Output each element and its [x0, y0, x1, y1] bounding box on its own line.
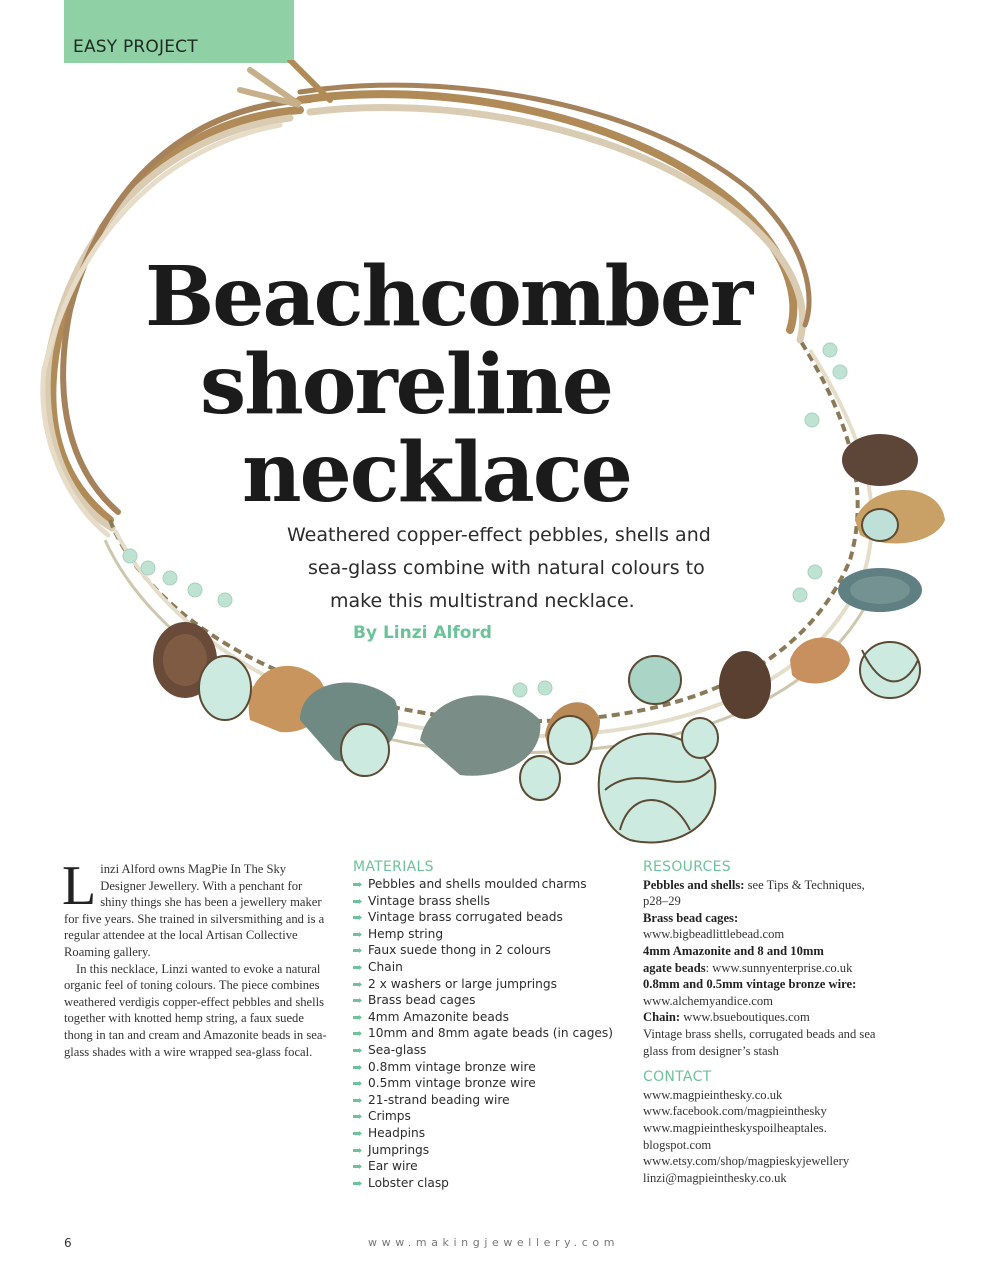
- materials-item: [353, 992, 623, 1009]
- materials-list: [353, 876, 623, 1191]
- materials-item: [353, 1125, 623, 1142]
- materials-column: [353, 859, 623, 1191]
- contact-line: www.magpieintheskyspoilheaptales.: [643, 1120, 827, 1135]
- arrow-bullet-icon: [353, 1131, 362, 1136]
- resource-url: www.bigbeadlittlebead.com: [643, 927, 785, 942]
- materials-item: [353, 1042, 623, 1059]
- resource-item: [643, 910, 923, 927]
- arrow-bullet-icon: [353, 1164, 362, 1169]
- materials-item-label: Headpins: [368, 1125, 426, 1140]
- resource-text: Vintage brass shells, corrugated beads and sea: [643, 1026, 876, 1041]
- section-tab: [64, 0, 294, 63]
- materials-item-label: Faux suede thong in 2 colours: [368, 943, 551, 958]
- arrow-bullet-icon: [353, 1031, 362, 1036]
- materials-item: [353, 926, 623, 943]
- arrow-bullet-icon: [353, 1181, 362, 1186]
- section-tab-label: EASY PROJECT: [73, 37, 198, 57]
- materials-item: [353, 1108, 623, 1125]
- contact-list: [643, 1087, 923, 1187]
- resource-item: [643, 877, 923, 894]
- materials-item-label: 0.8mm vintage bronze wire: [368, 1059, 536, 1074]
- materials-item-label: Vintage brass corrugated beads: [368, 910, 563, 925]
- page-number: 6: [64, 1236, 72, 1250]
- arrow-bullet-icon: [353, 1114, 362, 1119]
- materials-item-label: 0.5mm vintage bronze wire: [368, 1076, 536, 1091]
- resource-url: www.alchemyandice.com: [643, 993, 773, 1008]
- resource-url: : www.sunnyenterprise.co.uk: [705, 960, 853, 975]
- arrow-bullet-icon: [353, 965, 362, 970]
- materials-item-label: 2 x washers or large jumprings: [368, 976, 557, 991]
- intro-line-1: Weathered copper-effect pebbles, shells and: [287, 524, 711, 546]
- materials-item-label: Lobster clasp: [368, 1175, 449, 1190]
- materials-item: [353, 942, 623, 959]
- materials-item-label: Pebbles and shells moulded charms: [368, 877, 587, 891]
- materials-item: [353, 1092, 623, 1109]
- resources-heading: RESOURCES: [643, 859, 731, 875]
- arrow-bullet-icon: [353, 998, 362, 1003]
- resources-list: [643, 877, 923, 1060]
- resource-text: see Tips & Techniques,: [744, 877, 865, 892]
- byline: By Linzi Alford: [353, 623, 492, 643]
- resource-text: p28–29: [643, 894, 681, 909]
- contact-heading: CONTACT: [643, 1069, 712, 1086]
- resource-item: [643, 943, 923, 960]
- arrow-bullet-icon: [353, 1065, 362, 1070]
- title-line-3: necklace: [242, 425, 631, 521]
- materials-item: [353, 909, 623, 926]
- materials-item-label: Brass bead cages: [368, 993, 476, 1008]
- resource-text: glass from designer’s stash: [643, 1043, 779, 1058]
- resource-label: 0.8mm and 0.5mm vintage bronze wire:: [643, 977, 857, 992]
- arrow-bullet-icon: [353, 1098, 362, 1103]
- materials-item: [353, 1059, 623, 1076]
- materials-item-label: 21-strand beading wire: [368, 1092, 510, 1107]
- materials-item: [353, 959, 623, 976]
- contact-line: blogspot.com: [643, 1137, 712, 1152]
- materials-item: [353, 1158, 623, 1175]
- resource-label: Brass bead cages:: [643, 910, 739, 925]
- contact-line: www.magpieinthesky.co.uk: [643, 1087, 783, 1102]
- contact-line: www.etsy.com/shop/magpieskyjewellery: [643, 1154, 850, 1169]
- resource-label: agate beads: [643, 960, 706, 975]
- resource-item: [643, 976, 923, 993]
- drop-cap: L: [62, 855, 97, 917]
- intro-line-2: sea-glass combine with natural colours to: [308, 557, 705, 579]
- materials-item-label: 10mm and 8mm agate beads (in cages): [368, 1026, 614, 1041]
- arrow-bullet-icon: [353, 899, 362, 904]
- materials-item: [353, 1025, 623, 1042]
- arrow-bullet-icon: [353, 948, 362, 953]
- title-line-2: shoreline: [200, 337, 612, 433]
- footer-website: www.makingjewellery.com: [368, 1236, 620, 1249]
- title-line-1: Beachcomber: [145, 249, 752, 345]
- arrow-bullet-icon: [353, 1048, 362, 1053]
- materials-item-label: Jumprings: [368, 1142, 430, 1157]
- resource-label: Pebbles and shells:: [643, 877, 745, 892]
- materials-item: [353, 976, 623, 993]
- resource-label: Chain:: [643, 1010, 681, 1025]
- arrow-bullet-icon: [353, 1081, 362, 1086]
- bio-column: [62, 855, 328, 1060]
- materials-item-label: Hemp string: [368, 926, 444, 941]
- intro-line-3: make this multistrand necklace.: [330, 590, 635, 612]
- materials-item: [353, 1142, 623, 1159]
- materials-item-label: Sea-glass: [368, 1042, 427, 1057]
- materials-item: [353, 876, 623, 893]
- arrow-bullet-icon: [353, 932, 362, 937]
- resources-column: [643, 859, 923, 1186]
- materials-item: [353, 1009, 623, 1026]
- materials-item-label: Ear wire: [368, 1159, 418, 1174]
- resource-label: 4mm Amazonite and 8 and 10mm: [643, 943, 824, 958]
- contact-line: linzi@magpieinthesky.co.uk: [643, 1170, 787, 1185]
- arrow-bullet-icon: [353, 1015, 362, 1020]
- resource-item: [643, 1009, 923, 1026]
- materials-item-label: Crimps: [368, 1109, 411, 1124]
- resource-item: [643, 960, 923, 977]
- arrow-bullet-icon: [353, 882, 362, 887]
- bio-paragraph-2: In this necklace, Linzi wanted to evoke a natural organic feel of toning colours. The piece combines weathered verdigis copper-effect pebbles and shells together with knotted hemp string, a faux suede thong in tan and cream and Amazonite beads in sea-glass shades with a wire wrapped sea-glass focal.: [64, 961, 327, 1059]
- materials-item: [353, 1175, 623, 1192]
- contact-line: www.facebook.com/magpieinthesky: [643, 1104, 827, 1119]
- materials-item: [353, 1075, 623, 1092]
- arrow-bullet-icon: [353, 982, 362, 987]
- materials-item: [353, 893, 623, 910]
- materials-item-label: 4mm Amazonite beads: [368, 1009, 509, 1024]
- arrow-bullet-icon: [353, 915, 362, 920]
- resource-url: www.bsueboutiques.com: [680, 1010, 810, 1025]
- materials-item-label: Chain: [368, 959, 403, 974]
- bio-paragraph-1: inzi Alford owns MagPie In The Sky Designer Jewellery. With a penchant for shiny things she has been a jewellery maker for five years. She trained in silversmithing and is a regular attendee at the local Artisan Collective Roaming gallery.: [64, 862, 325, 959]
- materials-item-label: Vintage brass shells: [368, 893, 491, 908]
- materials-heading: MATERIALS: [353, 859, 434, 875]
- arrow-bullet-icon: [353, 1148, 362, 1153]
